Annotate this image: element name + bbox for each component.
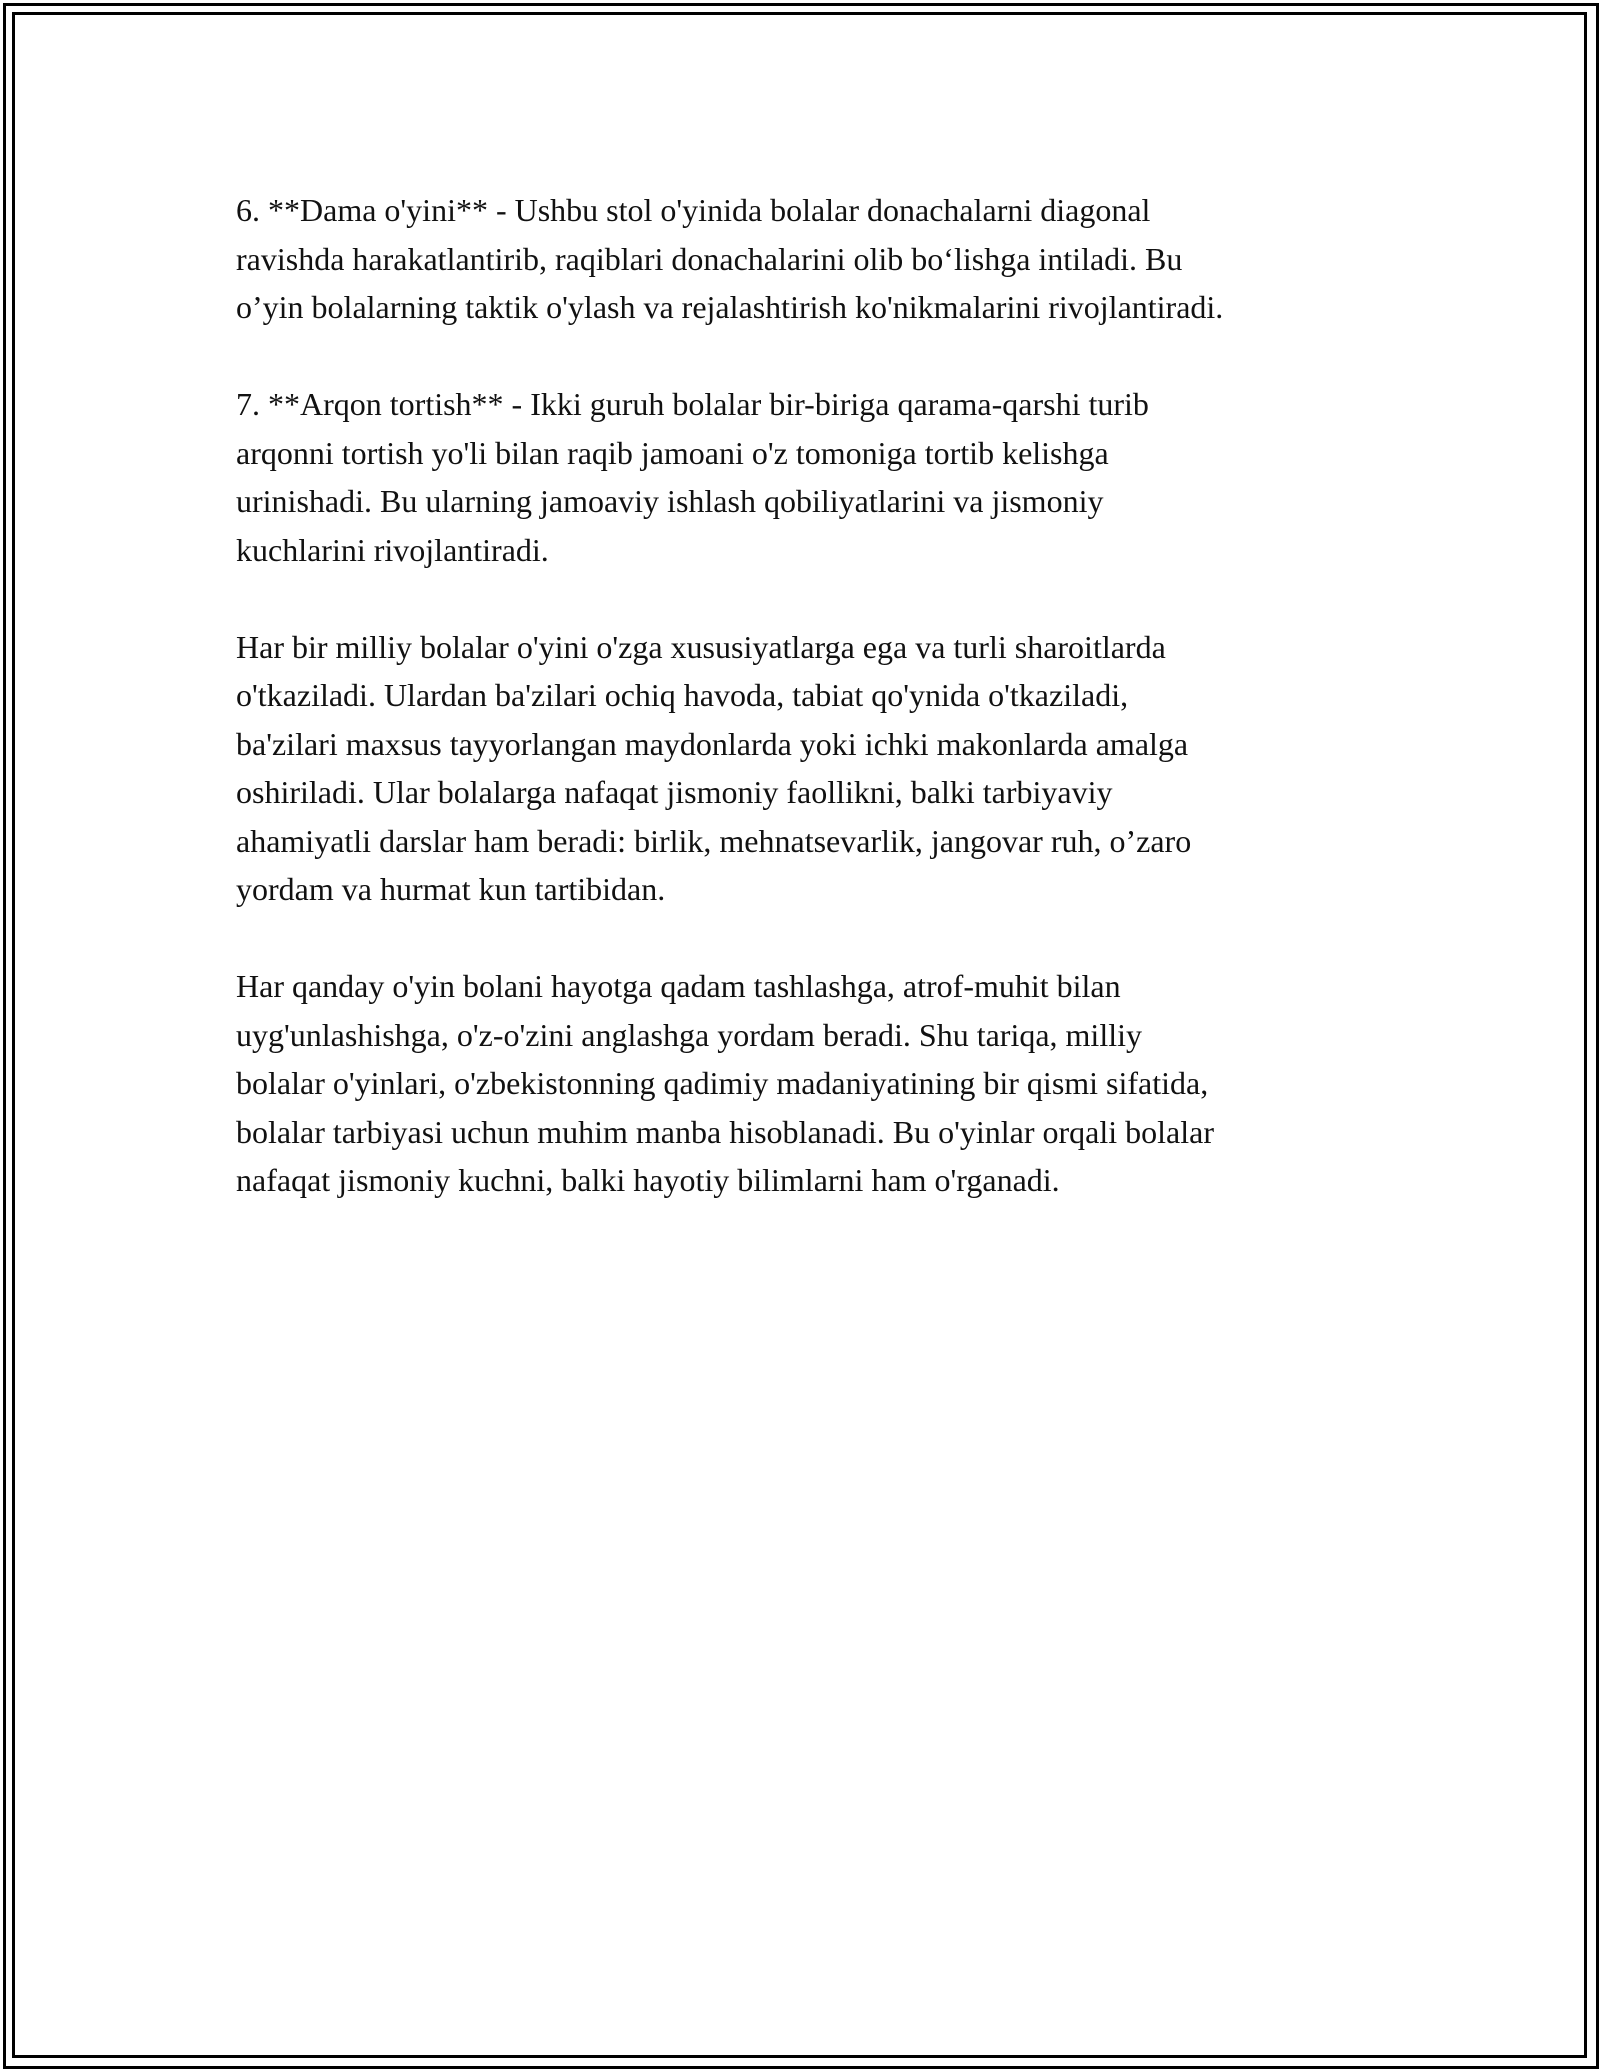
paragraph-xulosa: Har qanday o'yin bolani hayotga qadam tashlashga, atrof-muhit bilan uyg'unlashishga, o'z-o'zini anglashga yordam beradi. Shu tariqa, milliy bolalar o'yinlari, o'zbekistonning qadimiy madaniyatining bir qismi sifatida, bolalar tarbiyasi uchun muhim manba hisoblanadi. Bu o'yinlar orqali bolalar nafaqat jismoniy kuchni, balki hayotiy bilimlarni ham o'rganadi. (236, 968, 1214, 1198)
document-body (236, 186, 1386, 1253)
paragraph-arqon-tortish: 7. **Arqon tortish** - Ikki guruh bolalar bir-biriga qarama-qarshi turib arqonni tortish yo'li bilan raqib jamoani o'z tomoniga tortib kelishga urinishadi. Bu ularning jamoaviy ishlash qobiliyatlarini va jismoniy kuchlarini rivojlantiradi. (236, 386, 1149, 568)
paragraph-milliy-oyinlar: Har bir milliy bolalar o'yini o'zga xususiyatlarga ega va turli sharoitlarda o'tkaziladi. Ulardan ba'zilari ochiq havoda, tabiat qo'ynida o'tkaziladi, ba'zilari maxsus tayyorlangan maydonlarda yoki ichki makonlarda amalga oshiriladi. Ular bolalarga nafaqat jismoniy faollikni, balki tarbiyaviy ahamiyatli darslar ham beradi: birlik, mehnatsevarlik, jangovar ruh, o’zaro yordam va hurmat kun tartibidan. (236, 628, 1192, 907)
paragraph-dama-oyini: 6. **Dama o'yini** - Ushbu stol o'yinida bolalar donachalarni diagonal ravishda harakatlantirib, raqiblari donachalarini olib bo‘lishga intiladi. Bu o’yin bolalarning taktik o'ylash va rejalashtirish ko'nikmalarini rivojlantiradi. (236, 192, 1224, 325)
